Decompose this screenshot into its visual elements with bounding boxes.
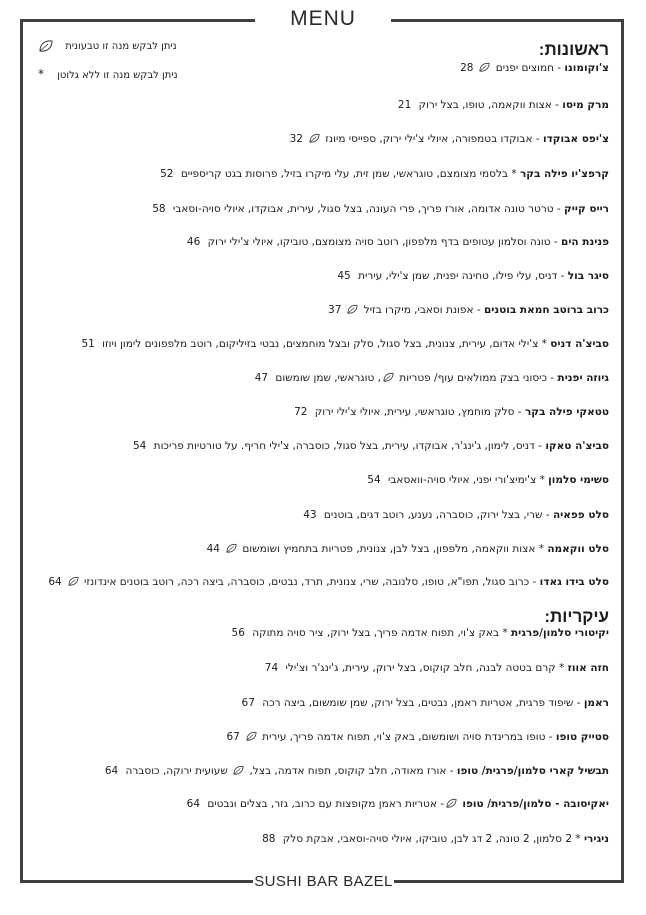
menu-item-name: כרוב ברוטב חמאת בוטנים bbox=[483, 304, 609, 317]
menu-item bbox=[187, 236, 609, 248]
menu-item-description: - דניס, לימון, ג'ינג'ר, אבוקדו, עירית, בצל סגול, כוסברה, צ'ילי חריף. על טורטיות פריכות bbox=[150, 440, 546, 452]
leaf-icon bbox=[383, 372, 394, 382]
leaf-icon bbox=[309, 133, 320, 143]
leaf-icon bbox=[38, 39, 54, 53]
menu-item-description: אצות ווקאמה, מלפפון, בצל לבן, צנונית, פטריות בתחמיץ ושומשום bbox=[239, 543, 539, 556]
menu-item-price: 64 bbox=[186, 798, 201, 811]
menu-item bbox=[160, 168, 609, 180]
menu-item-name: קרפצ'יו פילה בקר bbox=[519, 168, 609, 180]
menu-item-description-cont: שעועית ירוקה, כוסברה bbox=[122, 765, 232, 778]
legend-gluten-text: ניתן לבקש מנה זו ללא גלוטן bbox=[57, 70, 178, 81]
leaf-icon bbox=[446, 798, 457, 808]
asterisk-icon: * bbox=[539, 474, 549, 486]
menu-item-description: - כרוב סגול, תפו"א, טופו, סלנובה, שרי, צנונית, תרד, נבטים, כוסברה, ביצה רכה, רוטב בוטנים אינדונזי bbox=[80, 576, 540, 589]
menu-item-description: - דניס, עלי פילו, טחינה יפנית, שמן צ'ילי, עירית bbox=[354, 270, 568, 282]
menu-item-description: - חמוצים יפנים bbox=[492, 62, 565, 75]
leaf-icon bbox=[233, 765, 244, 775]
menu-item-description: - אבוקדו בטמפורה, איולי צ'ילי ירוק, ספייסי מיונז bbox=[321, 133, 543, 146]
menu-item bbox=[207, 543, 609, 555]
menu-item-name: סשימי סלמון bbox=[548, 474, 609, 486]
menu-item-price: 43 bbox=[303, 509, 317, 521]
menu-item-description: - אפונת וסאבי, מיקרו בזיל bbox=[360, 304, 484, 317]
menu-title: MENU bbox=[255, 4, 391, 32]
menu-item-name: צ'וקומונו bbox=[564, 62, 609, 75]
menu-item-description: - סלק מוחמץ, טוגראשי, עירית, איולי צ'ילי ירוק bbox=[311, 406, 525, 418]
menu-item-name: פנינת הים bbox=[561, 236, 609, 248]
leaf-icon bbox=[246, 731, 257, 741]
menu-item-price: 54 bbox=[132, 440, 147, 452]
menu-item-price: 32 bbox=[289, 133, 303, 146]
asterisk-icon: * bbox=[559, 662, 568, 674]
menu-item-price: 67 bbox=[241, 697, 255, 709]
menu-item bbox=[460, 62, 609, 74]
menu-item-price: 44 bbox=[206, 543, 220, 556]
menu-item-description: - כיסוני בצק ממולאים עוף/ פטריות bbox=[395, 372, 558, 385]
menu-item bbox=[303, 509, 609, 521]
menu-item bbox=[398, 99, 609, 111]
section-title: ראשונות: bbox=[538, 40, 609, 59]
section-title: עיקריות: bbox=[544, 607, 609, 626]
menu-item bbox=[187, 798, 609, 810]
menu-item-price: 51 bbox=[81, 338, 95, 350]
menu-item bbox=[48, 576, 609, 588]
menu-item bbox=[81, 338, 609, 350]
menu-item bbox=[367, 474, 609, 486]
menu-item-name: תבשיל קארי סלמון/פרגית/ טופו bbox=[456, 765, 609, 778]
menu-item-name: מרק מיסו bbox=[562, 99, 609, 111]
menu-item-name: סביצ'ה דניס bbox=[550, 338, 609, 350]
menu-item-name: סלט פפאיה bbox=[552, 509, 609, 521]
menu-item-name: גיוזה יפנית bbox=[557, 372, 609, 385]
menu-item-price: 56 bbox=[231, 627, 245, 639]
leaf-icon bbox=[68, 576, 79, 586]
menu-item bbox=[265, 662, 609, 674]
menu-item bbox=[152, 203, 609, 215]
menu-item bbox=[337, 270, 609, 282]
menu-item-description: - טופו במרינדת סויה ושומשום, באק צ'וי, תפוח אדמה פריך, עירית bbox=[258, 731, 556, 744]
menu-item bbox=[255, 372, 609, 384]
menu-item-price: 45 bbox=[337, 270, 351, 282]
menu-item bbox=[262, 833, 609, 845]
menu-item-price: 46 bbox=[186, 236, 201, 248]
menu-item-name: טטאקי פילה בקר bbox=[524, 406, 609, 418]
asterisk-icon: * bbox=[38, 67, 44, 81]
menu-item-price: 88 bbox=[262, 833, 276, 845]
asterisk-icon: * bbox=[538, 543, 548, 556]
legend-vegan-text: ניתן לבקש מנה זו טבעונית bbox=[65, 41, 177, 52]
menu-item-price: 21 bbox=[397, 99, 412, 111]
menu-item-price: 52 bbox=[160, 168, 174, 180]
menu-item-name: סטייק טופו bbox=[555, 731, 609, 744]
menu-item bbox=[232, 627, 609, 639]
leaf-icon bbox=[347, 304, 358, 314]
menu-item-description: - טרטר טונה אדומה, אורז פריך, פרי העונה, בצל סגול, עירית, אבוקדו, איולי סויה-וסאבי bbox=[169, 203, 565, 215]
leaf-icon bbox=[226, 543, 237, 553]
menu-item bbox=[294, 406, 609, 418]
menu-item bbox=[242, 697, 609, 709]
menu-item-description-cont: , טוגראשי, שמן שומשום bbox=[272, 372, 381, 385]
menu-item-name: רייס קייק bbox=[564, 203, 609, 215]
menu-item bbox=[328, 304, 609, 316]
menu-item-description: באק צ'וי, תפוח אדמה פריך, בצל ירוק, ציר סויה מתוקה bbox=[248, 627, 503, 639]
menu-item-name: יאקיסובה - סלמון/פרגית/ טופו bbox=[462, 798, 609, 811]
menu-item-description: - אורז מאודה, חלב קוקוס, תפוח אדמה, בצל, bbox=[246, 765, 457, 778]
menu-item-description: - טונה וסלמון עטופים בדף מלפפון, רוטב סויה מצומצם, טוביקו, איולי צ'ילי ירוק bbox=[204, 236, 562, 248]
menu-item-name: יקיטורי סלמון/פרגית bbox=[510, 627, 609, 639]
menu-item-description: - אצות ווקאמה, טופו, בצל ירוק bbox=[415, 99, 563, 111]
menu-item bbox=[105, 765, 609, 777]
menu-item bbox=[133, 440, 609, 452]
menu-item-name: ניגירי bbox=[583, 833, 609, 845]
menu-item-description: 2 סלמון, 2 טונה, 2 דג לבן, טוביקו, איולי סויה-וסאבי, אבקת סלק bbox=[279, 833, 576, 845]
asterisk-icon: * bbox=[575, 833, 584, 845]
asterisk-icon: * bbox=[502, 627, 511, 639]
menu-item-price: 47 bbox=[254, 372, 269, 385]
asterisk-icon: * bbox=[541, 338, 551, 350]
menu-item-price: 58 bbox=[152, 203, 166, 215]
leaf-icon bbox=[479, 62, 490, 72]
restaurant-brand: SUSHI BAR BAZEL bbox=[253, 870, 394, 894]
menu-item-price: 72 bbox=[294, 406, 308, 418]
menu-item-price: 67 bbox=[226, 731, 240, 744]
legend-gluten bbox=[38, 67, 178, 81]
menu-item-description: צ'ילי אדום, עירית, צנונית, בצל סגול, סלק ובצל מוחמצים, נבטי בזיליקום, רוטב מלפפונים לימון ויוזו bbox=[98, 338, 542, 350]
menu-item bbox=[226, 731, 609, 743]
menu-item-price: 37 bbox=[328, 304, 342, 317]
asterisk-icon: * bbox=[511, 168, 520, 180]
menu-item bbox=[290, 133, 609, 145]
menu-item-price: 28 bbox=[460, 62, 474, 75]
menu-item-description: - שיפוד פרגית, אטריות ראמן, נבטים, בצל ירוק, שמן שומשום, ביצה רכה bbox=[258, 697, 584, 709]
menu-item-description: - שרי, בצל ירוק, כוסברה, נענע, רוטב דגים, בוטנים bbox=[320, 509, 553, 521]
menu-item-name: ראמן bbox=[583, 697, 609, 709]
menu-item-description: צ'ימיצ'ורי יפני, איולי סויה-וואסאבי bbox=[384, 474, 540, 486]
menu-item-description: בלסמי מצומצם, טוגראשי, שמן זית, עלי מיקרו בזיל, פרוסות בגט קריספיים bbox=[177, 168, 512, 180]
menu-item-description: קרם בטטה לבנה, חלב קוקוס, בצל ירוק, עירית, ג'ינג'ר וצ'ילי bbox=[282, 662, 560, 674]
menu-item-name: סלט בידו גאדו bbox=[539, 576, 609, 589]
menu-item-price: 64 bbox=[104, 765, 119, 778]
menu-item-name: סלט ווקאמה bbox=[547, 543, 609, 556]
menu-item-price: 54 bbox=[367, 474, 381, 486]
menu-item-name: צ'יפס אבוקדו bbox=[542, 133, 609, 146]
menu-item-name: חזה אווז bbox=[567, 662, 609, 674]
menu-item-description-cont: - אטריות ראמן מקופצות עם כרוב, גזר, בצלים ונבטים bbox=[204, 798, 445, 811]
menu-item-price: 74 bbox=[264, 662, 279, 674]
legend-vegan bbox=[38, 39, 177, 53]
menu-item-name: סביצ'ה טאקו bbox=[545, 440, 609, 452]
menu-item-price: 64 bbox=[48, 576, 62, 589]
menu-item-name: סיגר בול bbox=[567, 270, 609, 282]
